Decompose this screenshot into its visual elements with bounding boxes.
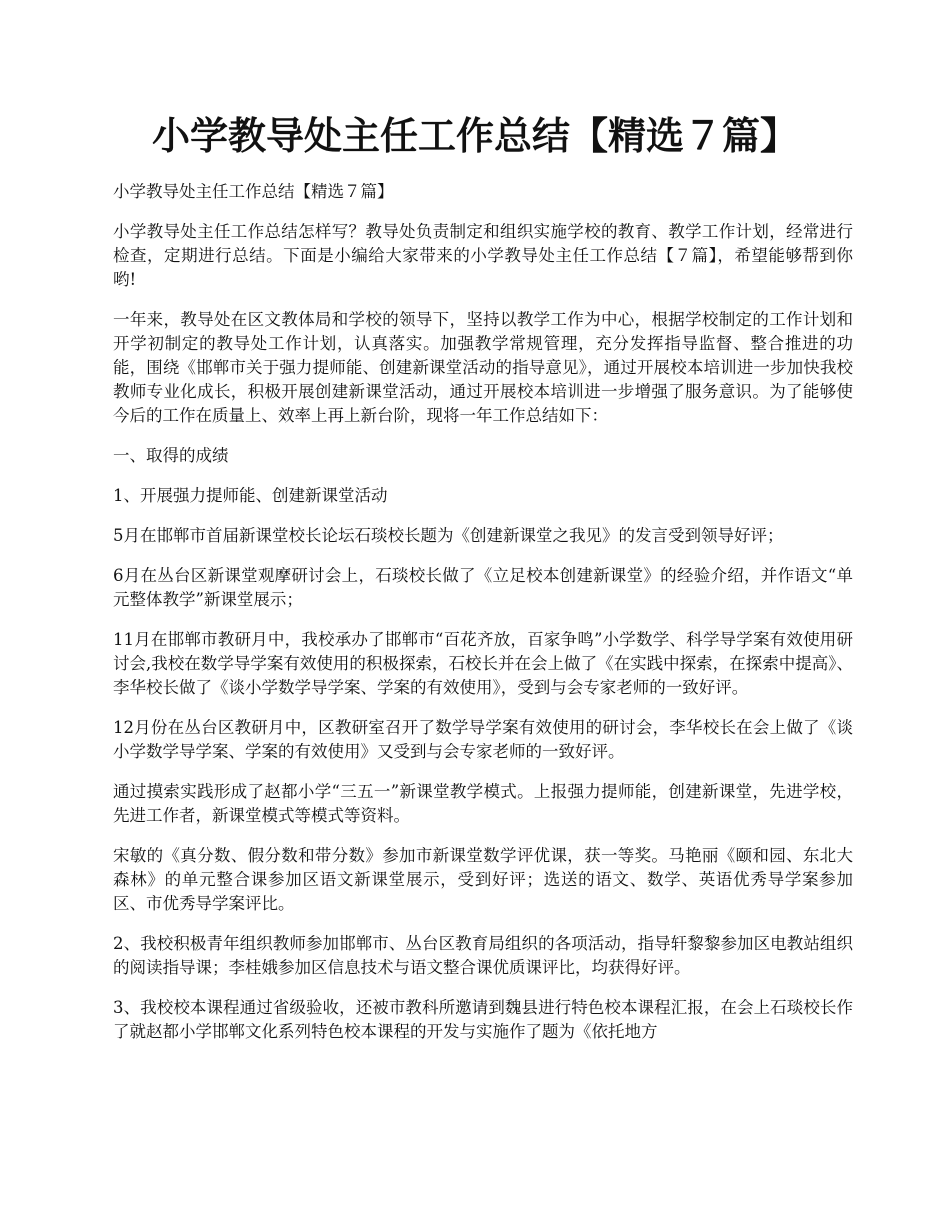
section-heading-achievements: 一、取得的成绩 [113,446,229,465]
paragraph-november: 11月在邯郸市教研月中，我校承办了邯郸市“百花齐放，百家争鸣”小学数学、科学导学案有效使用研讨会,我校在数学导学案有效使用的积极探索，石校长并在会上做了《在实践中探索，在探索中提高》、李华校长做了《谈小学数学导学案、学案的有效使用》，受到与会专家老师的一致好评。 [113,630,853,697]
paragraph-december: 12月份在丛台区教研月中，区教研室召开了数学导学案有效使用的研讨会，李华校长在会上做了《谈小学数学导学案、学案的有效使用》又受到与会专家老师的一致好评。 [113,718,853,761]
paragraph-may: 5月在邯郸市首届新课堂校长论坛石琰校长题为《创建新课堂之我见》的发言受到领导好评； [113,526,784,545]
document-title: 小学教导处主任工作总结【精选７篇】 [151,113,798,158]
subtitle-paragraph: 小学教导处主任工作总结【精选７篇】 [113,182,394,201]
paragraph-june: 6月在丛台区新课堂观摩研讨会上，石琰校长做了《立足校本创建新课堂》的经验介绍，并作语文“单元整体教学”新课堂展示； [113,566,853,609]
intro-paragraph: 小学教导处主任工作总结怎样写？教导处负责制定和组织实施学校的教育、教学工作计划，经常进行检查，定期进行总结。下面是小编给大家带来的小学教导处主任工作总结【７篇】，希望能够帮到你哟! [113,222,853,289]
document-body [113,180,853,1060]
subheading-activity: 1、开展强力提师能、创建新课堂活动 [113,486,388,505]
overview-paragraph: 一年来，教导处在区文教体局和学校的领导下，坚持以教学工作为中心，根据学校制定的工作计划和开学初制定的教导处工作计划，认真落实。加强教学常规管理，充分发挥指导监督、整合推进的功能，围绕《邯郸市关于强力提师能、创建新课堂活动的指导意见》，通过开展校本培训进一步加快我校教师专业化成长，积极开展创建新课堂活动，通过开展校本培训进一步增强了服务意识。为了能够使今后的工作在质量上、效率上再上新台阶，现将一年工作总结如下： [113,310,853,425]
paragraph-young-teachers: 2、我校积极青年组织教师参加邯郸市、丛台区教育局组织的各项活动，指导轩黎黎参加区电教站组织的阅读指导课；李桂娥参加区信息技术与语文整合课优质课评比，均获得好评。 [113,934,853,977]
paragraph-school-curriculum: 3、我校校本课程通过省级验收，还被市教科所邀请到魏县进行特色校本课程汇报，在会上石琰校长作了就赵都小学邯郸文化系列特色校本课程的开发与实施作了题为《依托地方 [113,998,853,1041]
paragraph-awards: 宋敏的《真分数、假分数和带分数》参加市新课堂数学评优课，获一等奖。马艳丽《颐和园、东北大森林》的单元整合课参加区语文新课堂展示，受到好评；选送的语文、数学、英语优秀导学案参加区、市优秀导学案评比。 [113,846,853,913]
paragraph-teaching-model: 通过摸索实践形成了赵都小学“三五一”新课堂教学模式。上报强力提师能，创建新课堂，先进学校，先进工作者，新课堂模式等模式等资料。 [113,782,853,825]
